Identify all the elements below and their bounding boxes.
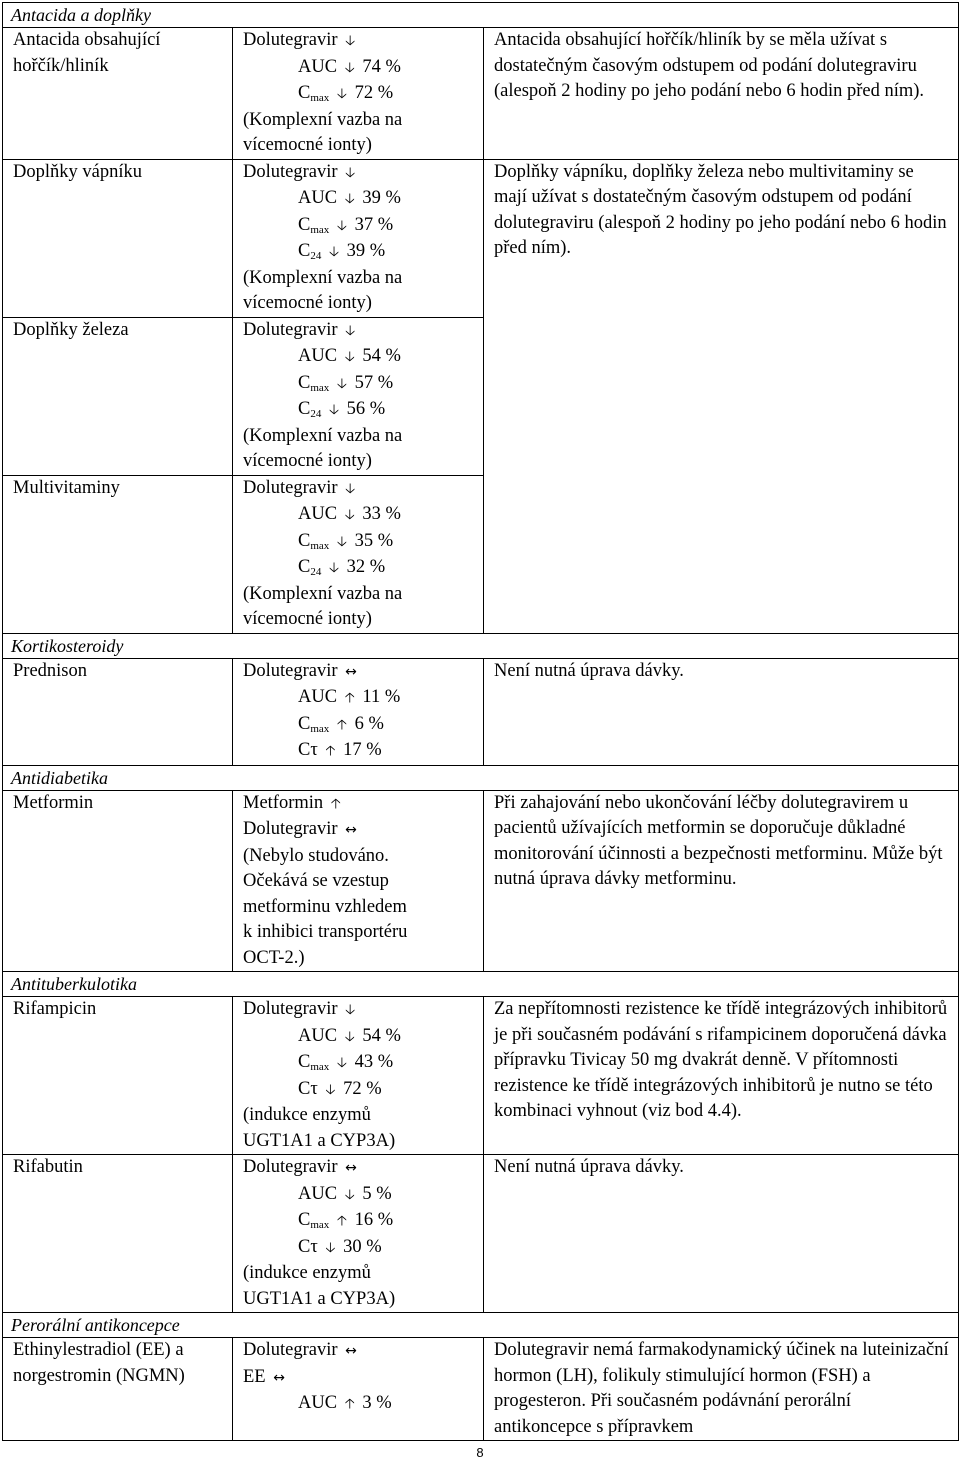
arrow-down-icon: 🡣	[325, 1239, 336, 1256]
section-heading-antidiabetika: Antidiabetika	[3, 765, 959, 790]
interaction-effect: Dolutegravir 🡣 AUC 🡣 54 % $C_{max}$ 🡣 57 % $C_{24}$ 🡣 56 % (Komplexní vazba na vícemocné ionty)	[233, 317, 484, 475]
interaction-table	[2, 2, 959, 1441]
arrow-down-icon: 🡣	[345, 33, 356, 49]
arrow-down-icon: 🡣	[328, 244, 340, 260]
drug-name: Doplňky vápníku	[3, 159, 233, 317]
arrow-both-icon: ↔	[345, 1343, 357, 1359]
interaction-effect: Dolutegravir 🡣 AUC 🡣 33 % $C_{max}$ 🡣 35 % $C_{24}$ 🡣 32 % (Komplexní vazba na vícemocné ionty)	[233, 475, 484, 633]
table-row	[3, 997, 959, 1155]
arrow-down-icon: 🡣	[344, 1186, 355, 1203]
arrow-down-icon: 🡣	[336, 86, 347, 102]
interaction-effect: Dolutegravir ↔ AUC 🡡 11 % $C_{max}$ 🡡 6 % Cτ 🡡 17 %	[233, 658, 484, 765]
clinical-recommendation: Není nutná úprava dávky.	[484, 1155, 959, 1313]
arrow-up-icon: 🡡	[330, 795, 341, 812]
arrow-down-icon: 🡣	[344, 349, 355, 365]
interaction-effect: Dolutegravir ↔ EE ↔ AUC 🡡 3 %	[233, 1338, 484, 1441]
clinical-recommendation: Antacida obsahující hořčík/hliník by se měla užívat s dostatečným časovým odstupem od podání dolutegraviru (alespoň 2 hodiny po jeho podání nebo 6 hodin před ním).	[484, 28, 959, 160]
clinical-recommendation: Doplňky vápníku, doplňky železa nebo multivitaminy se mají užívat s dostatečným časovým odstupem od podání dolutegraviru (alespoň 2 hodiny po jeho podání nebo 6 hodin před ním).	[484, 159, 959, 633]
clinical-recommendation: Za nepřítomnosti rezistence ke třídě integrázových inhibitorů je při současném podávání s rifampicinem doporučená dávka přípravku Tivicay 50 mg dvakrát denně. V přítomnosti rezistence ke třídě integrázových inhibitorů je nutno se této kombinaci vyhnout (viz bod 4.4).	[484, 997, 959, 1155]
table-row	[3, 658, 959, 765]
arrow-up-icon: 🡡	[344, 1396, 355, 1412]
arrow-up-icon: 🡡	[336, 716, 347, 733]
arrow-down-icon: 🡣	[344, 191, 355, 207]
arrow-down-icon: 🡣	[336, 533, 347, 550]
drug-name: Multivitaminy	[3, 475, 233, 633]
section-heading-antikoncepce: Perorální antikoncepce	[3, 1313, 959, 1338]
section-heading-kortikosteroidy: Kortikosteroidy	[3, 633, 959, 658]
interaction-effect: Dolutegravir 🡣 AUC 🡣 54 % $C_{max}$ 🡣 43 % Cτ 🡣 72 % (indukce enzymů UGT1A1 a CYP3A)	[233, 997, 484, 1155]
clinical-recommendation: Při zahajování nebo ukončování léčby dolutegravirem u pacientů užívajících metformin se doporučuje důkladné monitorování účinnosti a bezpečnosti metforminu. Může být nutná úprava dávky metforminu.	[484, 790, 959, 972]
section-heading-antituberkulotika: Antituberkulotika	[3, 972, 959, 997]
arrow-down-icon: 🡣	[336, 1055, 347, 1071]
drug-name: Rifabutin	[3, 1155, 233, 1313]
drug-name: Metformin	[3, 790, 233, 972]
arrow-both-icon: ↔	[345, 822, 357, 838]
arrow-down-icon: 🡣	[345, 1002, 356, 1018]
arrow-down-icon: 🡣	[345, 322, 356, 339]
interaction-effect: Metformin 🡡 Dolutegravir ↔ (Nebylo studováno. Očekává se vzestup metforminu vzhledem k inhibici transportéru OCT-2.)	[233, 790, 484, 972]
arrow-down-icon: 🡣	[344, 59, 355, 76]
arrow-down-icon: 🡣	[345, 480, 356, 497]
arrow-down-icon: 🡣	[328, 560, 340, 576]
arrow-up-icon: 🡡	[325, 743, 336, 759]
table-row	[3, 28, 959, 160]
clinical-recommendation: Není nutná úprava dávky.	[484, 658, 959, 765]
table-row	[3, 1338, 959, 1441]
drug-name: Rifampicin	[3, 997, 233, 1155]
arrow-down-icon: 🡣	[336, 375, 347, 392]
interaction-effect: Dolutegravir 🡣 AUC 🡣 74 % $C_{max}$ 🡣 72 % (Komplexní vazba na vícemocné ionty)	[233, 28, 484, 160]
interaction-effect: Dolutegravir 🡣 AUC 🡣 39 % $C_{max}$ 🡣 37 % $C_{24}$ 🡣 39 % (Komplexní vazba na vícemocné ionty)	[233, 159, 484, 317]
arrow-down-icon: 🡣	[325, 1081, 336, 1098]
arrow-up-icon: 🡡	[344, 690, 355, 706]
arrow-both-icon: ↔	[345, 663, 357, 680]
arrow-down-icon: 🡣	[345, 164, 356, 181]
arrow-down-icon: 🡣	[344, 507, 355, 523]
arrow-down-icon: 🡣	[344, 1028, 355, 1045]
page-number: 8	[476, 1445, 484, 1460]
table-row	[3, 159, 959, 317]
section-heading-antacida: Antacida a doplňky	[3, 3, 959, 28]
arrow-down-icon: 🡣	[336, 217, 347, 234]
clinical-recommendation: Dolutegravir nemá farmakodynamický účinek na luteinizační hormon (LH), folikuly stimulující hormon (FSH) a progesteron. Při současném podávnání perorální antikoncepce s přípravkem	[484, 1338, 959, 1441]
arrow-both-icon: ↔	[273, 1369, 285, 1386]
arrow-both-icon: ↔	[345, 1160, 357, 1176]
interaction-effect: Dolutegravir ↔ AUC 🡣 5 % $C_{max}$ 🡡 16 % Cτ 🡣 30 % (indukce enzymů UGT1A1 a CYP3A)	[233, 1155, 484, 1313]
table-row	[3, 790, 959, 972]
arrow-down-icon: 🡣	[328, 402, 340, 418]
drug-name: Antacida obsahující hořčík/hliník	[3, 28, 233, 160]
arrow-up-icon: 🡡	[336, 1213, 347, 1229]
drug-name: Doplňky železa	[3, 317, 233, 475]
drug-name: Ethinylestradiol (EE) a norgestromin (NGMN)	[3, 1338, 233, 1441]
table-row	[3, 1155, 959, 1313]
drug-name: Prednison	[3, 658, 233, 765]
